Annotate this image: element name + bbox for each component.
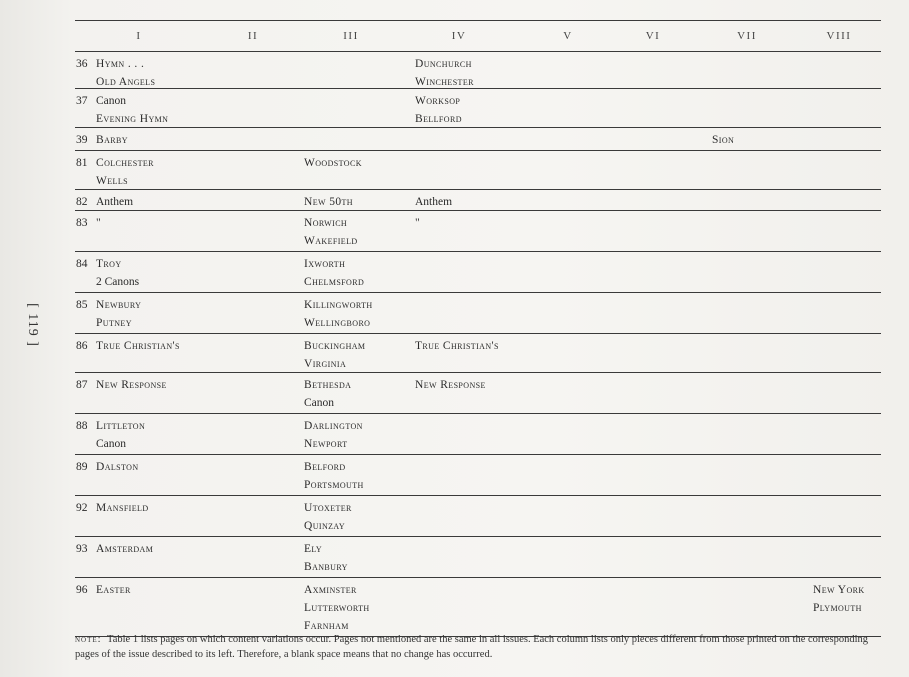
table-row bbox=[75, 151, 881, 190]
variations-table bbox=[75, 20, 881, 637]
row-number: 96 bbox=[76, 584, 88, 596]
cell-text: Newbury bbox=[96, 299, 142, 311]
cell-col1 bbox=[76, 154, 154, 190]
cell-col1 bbox=[76, 499, 149, 517]
cell-col3 bbox=[304, 417, 363, 453]
cell-text: True Christian's bbox=[96, 340, 180, 352]
column-header-ii: II bbox=[247, 30, 259, 42]
cell-col4 bbox=[415, 376, 486, 394]
cell-col4 bbox=[415, 55, 474, 91]
cell-col1 bbox=[76, 131, 128, 149]
column-header-v: V bbox=[563, 30, 573, 42]
cell-text: Canon bbox=[304, 397, 335, 409]
row-number: 86 bbox=[76, 340, 88, 352]
row-number: 92 bbox=[76, 502, 88, 514]
cell-text: Quinzay bbox=[304, 520, 346, 532]
cell-text: Old Angels bbox=[96, 76, 156, 88]
cell-col1 bbox=[76, 214, 101, 232]
table-row bbox=[75, 373, 881, 414]
cell-col3 bbox=[304, 581, 370, 635]
cell-text: Darlington bbox=[304, 420, 363, 432]
cell-text: Virginia bbox=[304, 358, 347, 370]
column-header-vii: VII bbox=[737, 30, 757, 42]
cell-text: Anthem bbox=[96, 196, 134, 208]
note-text: Table 1 lists pages on which content variations occur. Pages not mentioned are the same in all issues. Each column lists only pieces different from those printed on the corresponding pages of the issue described to its left. Therefore, a blank space means that no change has occurred. bbox=[75, 634, 869, 660]
cell-text: Putney bbox=[96, 317, 132, 329]
row-number: 84 bbox=[76, 258, 88, 270]
cell-col1 bbox=[76, 581, 131, 599]
cell-text: New Response bbox=[415, 379, 486, 391]
cell-col1 bbox=[76, 255, 139, 291]
table-header bbox=[75, 21, 881, 52]
column-header-viii: VIII bbox=[826, 30, 852, 42]
cell-col4 bbox=[415, 337, 499, 355]
table-row bbox=[75, 128, 881, 151]
cell-text: Banbury bbox=[304, 561, 348, 573]
column-header-iii: III bbox=[343, 30, 359, 42]
cell-text: Belford bbox=[304, 461, 346, 473]
cell-col4 bbox=[415, 214, 420, 232]
cell-text: " bbox=[96, 217, 101, 229]
cell-text: Killingworth bbox=[304, 299, 373, 311]
row-number: 36 bbox=[76, 58, 88, 70]
cell-text: New Response bbox=[96, 379, 167, 391]
cell-text: New York bbox=[813, 584, 865, 596]
cell-text: Newport bbox=[304, 438, 348, 450]
cell-text: Sion bbox=[712, 134, 735, 146]
cell-col1 bbox=[76, 376, 167, 394]
cell-col3 bbox=[304, 214, 358, 250]
row-number: 88 bbox=[76, 420, 88, 432]
column-header-iv: IV bbox=[451, 30, 467, 42]
cell-col3 bbox=[304, 255, 364, 291]
cell-col4 bbox=[415, 193, 452, 211]
table-row bbox=[75, 190, 881, 211]
cell-text: Norwich bbox=[304, 217, 348, 229]
cell-text: Hymn . . . bbox=[96, 58, 145, 70]
cell-text: Easter bbox=[96, 584, 131, 596]
cell-text: Colchester bbox=[96, 157, 154, 169]
cell-text: Troy bbox=[96, 258, 122, 270]
cell-col1 bbox=[76, 458, 139, 476]
cell-text: Amsterdam bbox=[96, 543, 154, 555]
cell-text: Woodstock bbox=[304, 157, 362, 169]
cell-text: Canon bbox=[96, 438, 127, 450]
table-note bbox=[75, 632, 885, 662]
cell-col3 bbox=[304, 154, 362, 172]
cell-col3 bbox=[304, 540, 348, 576]
cell-text: Wellingboro bbox=[304, 317, 371, 329]
cell-text: Bethesda bbox=[304, 379, 352, 391]
column-header-vi: VI bbox=[645, 30, 661, 42]
cell-text: Dunchurch bbox=[415, 58, 472, 70]
cell-text: Ixworth bbox=[304, 258, 346, 270]
cell-text: " bbox=[415, 217, 420, 229]
cell-text: Canon bbox=[96, 95, 127, 107]
cell-col1 bbox=[76, 417, 145, 453]
row-number: 87 bbox=[76, 379, 88, 391]
table-row bbox=[75, 211, 881, 252]
column-header-i: I bbox=[136, 30, 142, 42]
table-body bbox=[75, 52, 881, 637]
table-row bbox=[75, 414, 881, 455]
table-row bbox=[75, 252, 881, 293]
cell-text: Chelmsford bbox=[304, 276, 365, 288]
table-row bbox=[75, 578, 881, 637]
cell-text: 2 Canons bbox=[96, 276, 140, 288]
cell-col3 bbox=[304, 337, 365, 373]
row-number: 93 bbox=[76, 543, 88, 555]
cell-col1 bbox=[76, 193, 133, 211]
cell-text: Dalston bbox=[96, 461, 139, 473]
table-row bbox=[75, 89, 881, 128]
cell-text: Barby bbox=[96, 134, 128, 146]
cell-col3 bbox=[304, 296, 373, 332]
row-number: 83 bbox=[76, 217, 88, 229]
cell-text: Lutterworth bbox=[304, 602, 370, 614]
cell-text: Bellford bbox=[415, 113, 462, 125]
cell-text: Buckingham bbox=[304, 340, 366, 352]
cell-text: Worksop bbox=[415, 95, 461, 107]
table-row bbox=[75, 52, 881, 89]
row-number: 81 bbox=[76, 157, 88, 169]
note-label: note: bbox=[75, 634, 102, 645]
table-row bbox=[75, 537, 881, 578]
table-row bbox=[75, 496, 881, 537]
cell-col1 bbox=[76, 55, 155, 91]
table-row bbox=[75, 293, 881, 334]
cell-text: Evening Hymn bbox=[96, 113, 169, 125]
row-number: 39 bbox=[76, 134, 88, 146]
cell-col1 bbox=[76, 540, 153, 558]
row-number: 85 bbox=[76, 299, 88, 311]
table-row bbox=[75, 455, 881, 496]
cell-col3 bbox=[304, 458, 364, 494]
cell-col7 bbox=[712, 131, 734, 149]
cell-col8 bbox=[813, 581, 865, 617]
row-number: 82 bbox=[76, 196, 88, 208]
cell-text: Anthem bbox=[415, 196, 453, 208]
cell-text: Axminster bbox=[304, 584, 357, 596]
cell-text: Littleton bbox=[96, 420, 146, 432]
cell-text: Farnham bbox=[304, 620, 349, 632]
row-number: 37 bbox=[76, 95, 88, 107]
table-row bbox=[75, 334, 881, 373]
cell-text: True Christian's bbox=[415, 340, 499, 352]
cell-text: Mansfield bbox=[96, 502, 149, 514]
cell-col1 bbox=[76, 337, 180, 355]
cell-text: Wells bbox=[96, 175, 128, 187]
cell-text: Ely bbox=[304, 543, 323, 555]
page-number bbox=[20, 290, 44, 360]
cell-col3 bbox=[304, 193, 353, 211]
cell-text: Utoxeter bbox=[304, 502, 352, 514]
cell-col3 bbox=[304, 376, 351, 412]
cell-col1 bbox=[76, 296, 141, 332]
cell-text: Portsmouth bbox=[304, 479, 364, 491]
cell-text: Winchester bbox=[415, 76, 474, 88]
cell-text: Plymouth bbox=[813, 602, 862, 614]
cell-text: New 50th bbox=[304, 196, 353, 208]
page-number-text: [ 119 ] bbox=[25, 303, 40, 347]
row-number: 89 bbox=[76, 461, 88, 473]
cell-text: Wakefield bbox=[304, 235, 358, 247]
cell-col4 bbox=[415, 92, 462, 128]
cell-col1 bbox=[76, 92, 168, 128]
cell-col3 bbox=[304, 499, 352, 535]
